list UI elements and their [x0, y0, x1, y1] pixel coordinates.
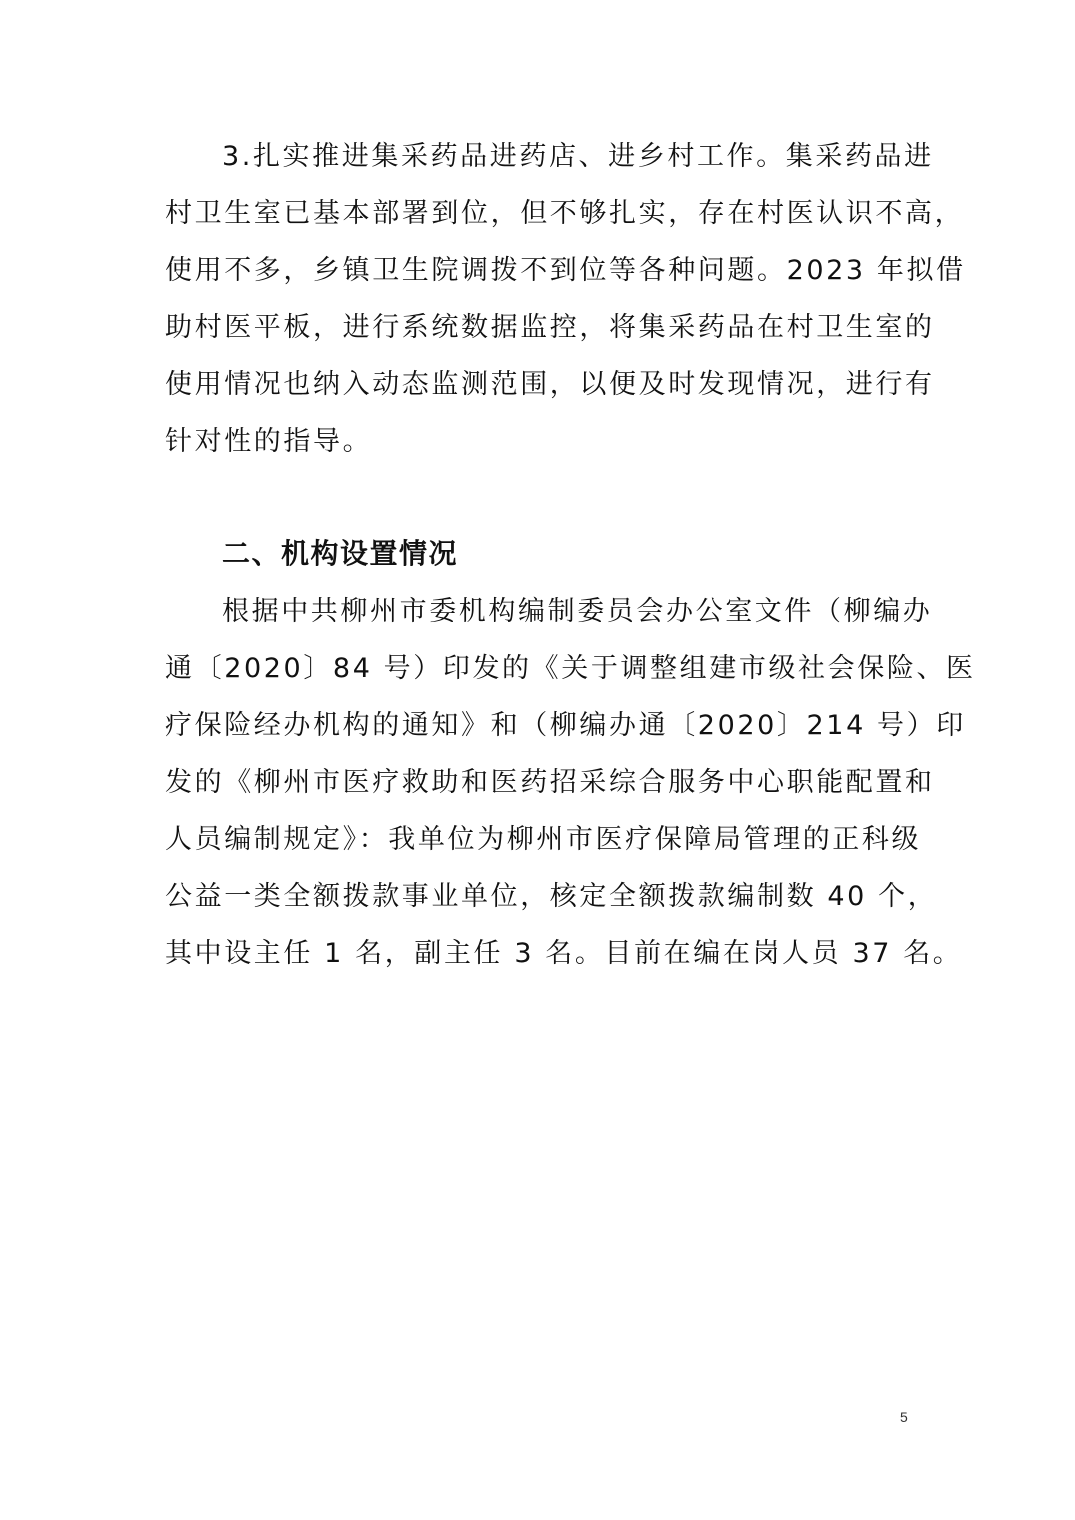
section-2-line-3: 疗保险经办机构的通知》和（柳编办通〔2020〕214 号）印	[165, 710, 966, 741]
paragraph-1-line-5: 使用情况也纳入动态监测范围，以便及时发现情况，进行有	[165, 369, 935, 400]
section-2-line-1: 根据中共柳州市委机构编制委员会办公室文件（柳编办	[222, 596, 933, 627]
page-number: 5	[900, 1409, 908, 1425]
section-heading: 二、机构设置情况	[222, 537, 459, 570]
paragraph-1-line-2: 村卫生室已基本部署到位，但不够扎实，存在村医认识不高，	[165, 198, 965, 229]
section-2-line-6: 公益一类全额拨款事业单位，核定全额拨款编制数 40 个，	[165, 881, 938, 912]
section-2-line-5: 人员编制规定》：我单位为柳州市医疗保障局管理的正科级	[165, 824, 922, 855]
section-2-line-7: 其中设主任 1 名，副主任 3 名。目前在编在岗人员 37 名。	[165, 938, 963, 969]
paragraph-1-line-4: 助村医平板，进行系统数据监控，将集采药品在村卫生室的	[165, 312, 935, 343]
paragraph-1-line-3: 使用不多，乡镇卫生院调拨不到位等各种问题。2023 年拟借	[165, 255, 966, 286]
section-2-line-2: 通〔2020〕84 号）印发的《关于调整组建市级社会保险、医	[165, 653, 976, 684]
section-2-line-4: 发的《柳州市医疗救助和医药招采综合服务中心职能配置和	[165, 767, 935, 798]
paragraph-1-line-6: 针对性的指导。	[165, 426, 373, 457]
paragraph-1-line-1: 3.扎实推进集采药品进药店、进乡村工作。集采药品进	[222, 141, 934, 172]
